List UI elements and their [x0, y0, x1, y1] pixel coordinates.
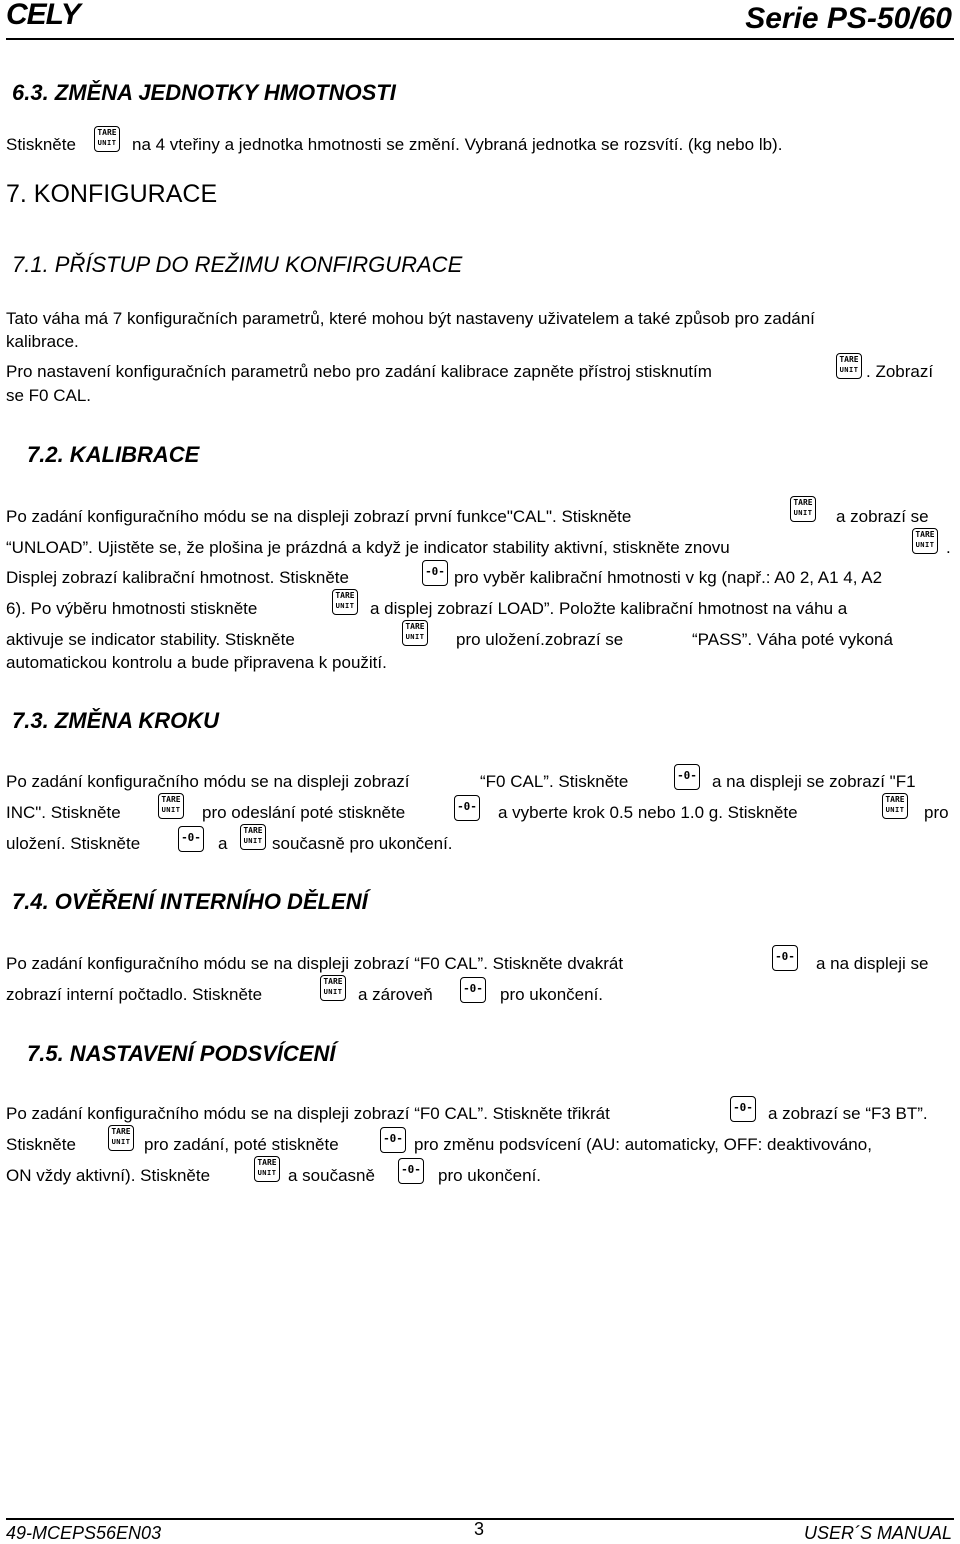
series-title: Serie PS-50/60 — [745, 2, 952, 35]
text: a současně — [288, 1166, 375, 1185]
tare-unit-key-icon: TARE UNIT — [790, 496, 816, 522]
section-7-4-heading: 7.4. OVĚŘENÍ INTERNÍHO DĚLENÍ — [12, 889, 368, 914]
tare-unit-key-icon: TARE UNIT — [836, 353, 862, 379]
company-logo: CELY — [6, 0, 80, 31]
text: se F0 CAL. — [6, 386, 92, 405]
text: . Zobrazí — [866, 362, 934, 381]
text: 6). Po výběru hmotnosti stiskněte — [6, 599, 258, 618]
text: a na displeji se zobrazí "F1 — [712, 772, 916, 791]
zero-key-icon: -0- — [178, 826, 204, 852]
page-number: 3 — [474, 1519, 485, 1539]
zero-key-icon: -0- — [380, 1127, 406, 1153]
text: “F0 CAL”. Stiskněte — [480, 772, 629, 791]
text: . — [946, 538, 951, 557]
text: Displej zobrazí kalibrační hmotnost. Stiskněte — [6, 568, 349, 587]
text: uložení. Stiskněte — [6, 834, 141, 853]
text: Po zadání konfiguračního módu se na displeji zobrazí “F0 CAL”. Stiskněte dvakrát — [6, 954, 624, 973]
section-6-3-heading: 6.3. ZMĚNA JEDNOTKY HMOTNOSTI — [12, 80, 396, 105]
tare-unit-key-icon: TARE UNIT — [108, 1125, 134, 1151]
header-rule — [6, 38, 954, 40]
tare-unit-key-icon: TARE UNIT — [254, 1156, 280, 1182]
section-7-3-heading: 7.3. ZMĚNA KROKU — [12, 708, 219, 733]
section-7-5-heading: 7.5. NASTAVENÍ PODSVÍCENÍ — [27, 1041, 336, 1066]
text: pro ukončení. — [500, 985, 604, 1004]
text: a — [218, 834, 228, 853]
zero-key-icon: -0- — [398, 1158, 424, 1184]
text: automatickou kontrolu a bude připravena k použití. — [6, 653, 387, 672]
zero-key-icon: -0- — [674, 764, 700, 790]
tare-unit-key-icon: TARE UNIT — [882, 793, 908, 819]
text: zobrazí interní počtadlo. Stiskněte — [6, 985, 263, 1004]
text: a zobrazí se — [836, 507, 929, 526]
text: Tato váha má 7 konfiguračních parametrů, které mohou být nastaveny uživatelem a také způsob pro zadání — [6, 309, 815, 328]
tare-unit-key-icon: TARE UNIT — [912, 528, 938, 554]
text: kalibrace. — [6, 332, 79, 351]
text: pro — [924, 803, 949, 822]
text: aktivuje se indicator stability. Stiskněte — [6, 630, 295, 649]
text: a zobrazí se “F3 BT”. — [768, 1104, 928, 1123]
text: Pro nastavení konfiguračních parametrů nebo pro zadání kalibrace zapněte přístroj stisknutím — [6, 362, 712, 381]
text: a na displeji se — [816, 954, 929, 973]
tare-unit-key-icon: TARE UNIT — [158, 793, 184, 819]
text: pro uložení.zobrazí se — [456, 630, 624, 649]
text: pro odeslání poté stiskněte — [202, 803, 406, 822]
text: pro zadání, poté stiskněte — [144, 1135, 339, 1154]
text: současně pro ukončení. — [272, 834, 453, 853]
tare-unit-key-icon: TARE UNIT — [332, 589, 358, 615]
text: Po zadání konfiguračního módu se na displeji zobrazí první funkce"CAL". Stiskněte — [6, 507, 632, 526]
section-7-heading: 7. KONFIGURACE — [6, 180, 218, 208]
zero-key-icon: -0- — [454, 795, 480, 821]
text: na 4 vteřiny a jednotka hmotnosti se změní. Vybraná jednotka se rozsvítí. (kg nebo lb). — [132, 135, 783, 154]
zero-key-icon: -0- — [730, 1096, 756, 1122]
zero-key-icon: -0- — [772, 945, 798, 971]
tare-unit-key-icon: TARE UNIT — [320, 975, 346, 1001]
tare-unit-key-icon: TARE UNIT — [402, 620, 428, 646]
text: Stiskněte — [6, 135, 76, 154]
section-7-2-heading: 7.2. KALIBRACE — [27, 442, 200, 467]
text: pro změnu podsvícení (AU: automaticky, OFF: deaktivováno, — [414, 1135, 872, 1154]
text: Po zadání konfiguračního módu se na displeji zobrazí “F0 CAL”. Stiskněte třikrát — [6, 1104, 610, 1123]
section-7-1-heading: 7.1. PŘÍSTUP DO REŽIMU KONFIRGURACE — [12, 252, 463, 277]
text: “PASS”. Váha poté vykoná — [692, 630, 893, 649]
text: ON vždy aktivní). Stiskněte — [6, 1166, 211, 1185]
text: INC". Stiskněte — [6, 803, 121, 822]
text: pro ukončení. — [438, 1166, 542, 1185]
document-code: 49-MCEPS56EN03 — [6, 1523, 162, 1543]
tare-unit-key-icon: TARE UNIT — [240, 824, 266, 850]
text: “UNLOAD”. Ujistěte se, že plošina je prázdná a když je indicator stability aktivní, stiskněte znovu — [6, 538, 730, 557]
text: pro vyběr kalibrační hmotnosti v kg (např.: A0 2, A1 4, A2 — [454, 568, 883, 587]
zero-key-icon: -0- — [422, 560, 448, 586]
text: Stiskněte — [6, 1135, 76, 1154]
text: a zároveň — [358, 985, 433, 1004]
tare-unit-key-icon: TARE UNIT — [94, 126, 120, 152]
zero-key-icon: -0- — [460, 977, 486, 1003]
manual-label: USER´S MANUAL — [803, 1523, 952, 1543]
text: Po zadání konfiguračního módu se na displeji zobrazí — [6, 772, 410, 791]
text: a vyberte krok 0.5 nebo 1.0 g. Stiskněte — [498, 803, 798, 822]
text: a displej zobrazí LOAD”. Položte kalibrační hmotnost na váhu a — [370, 599, 848, 618]
